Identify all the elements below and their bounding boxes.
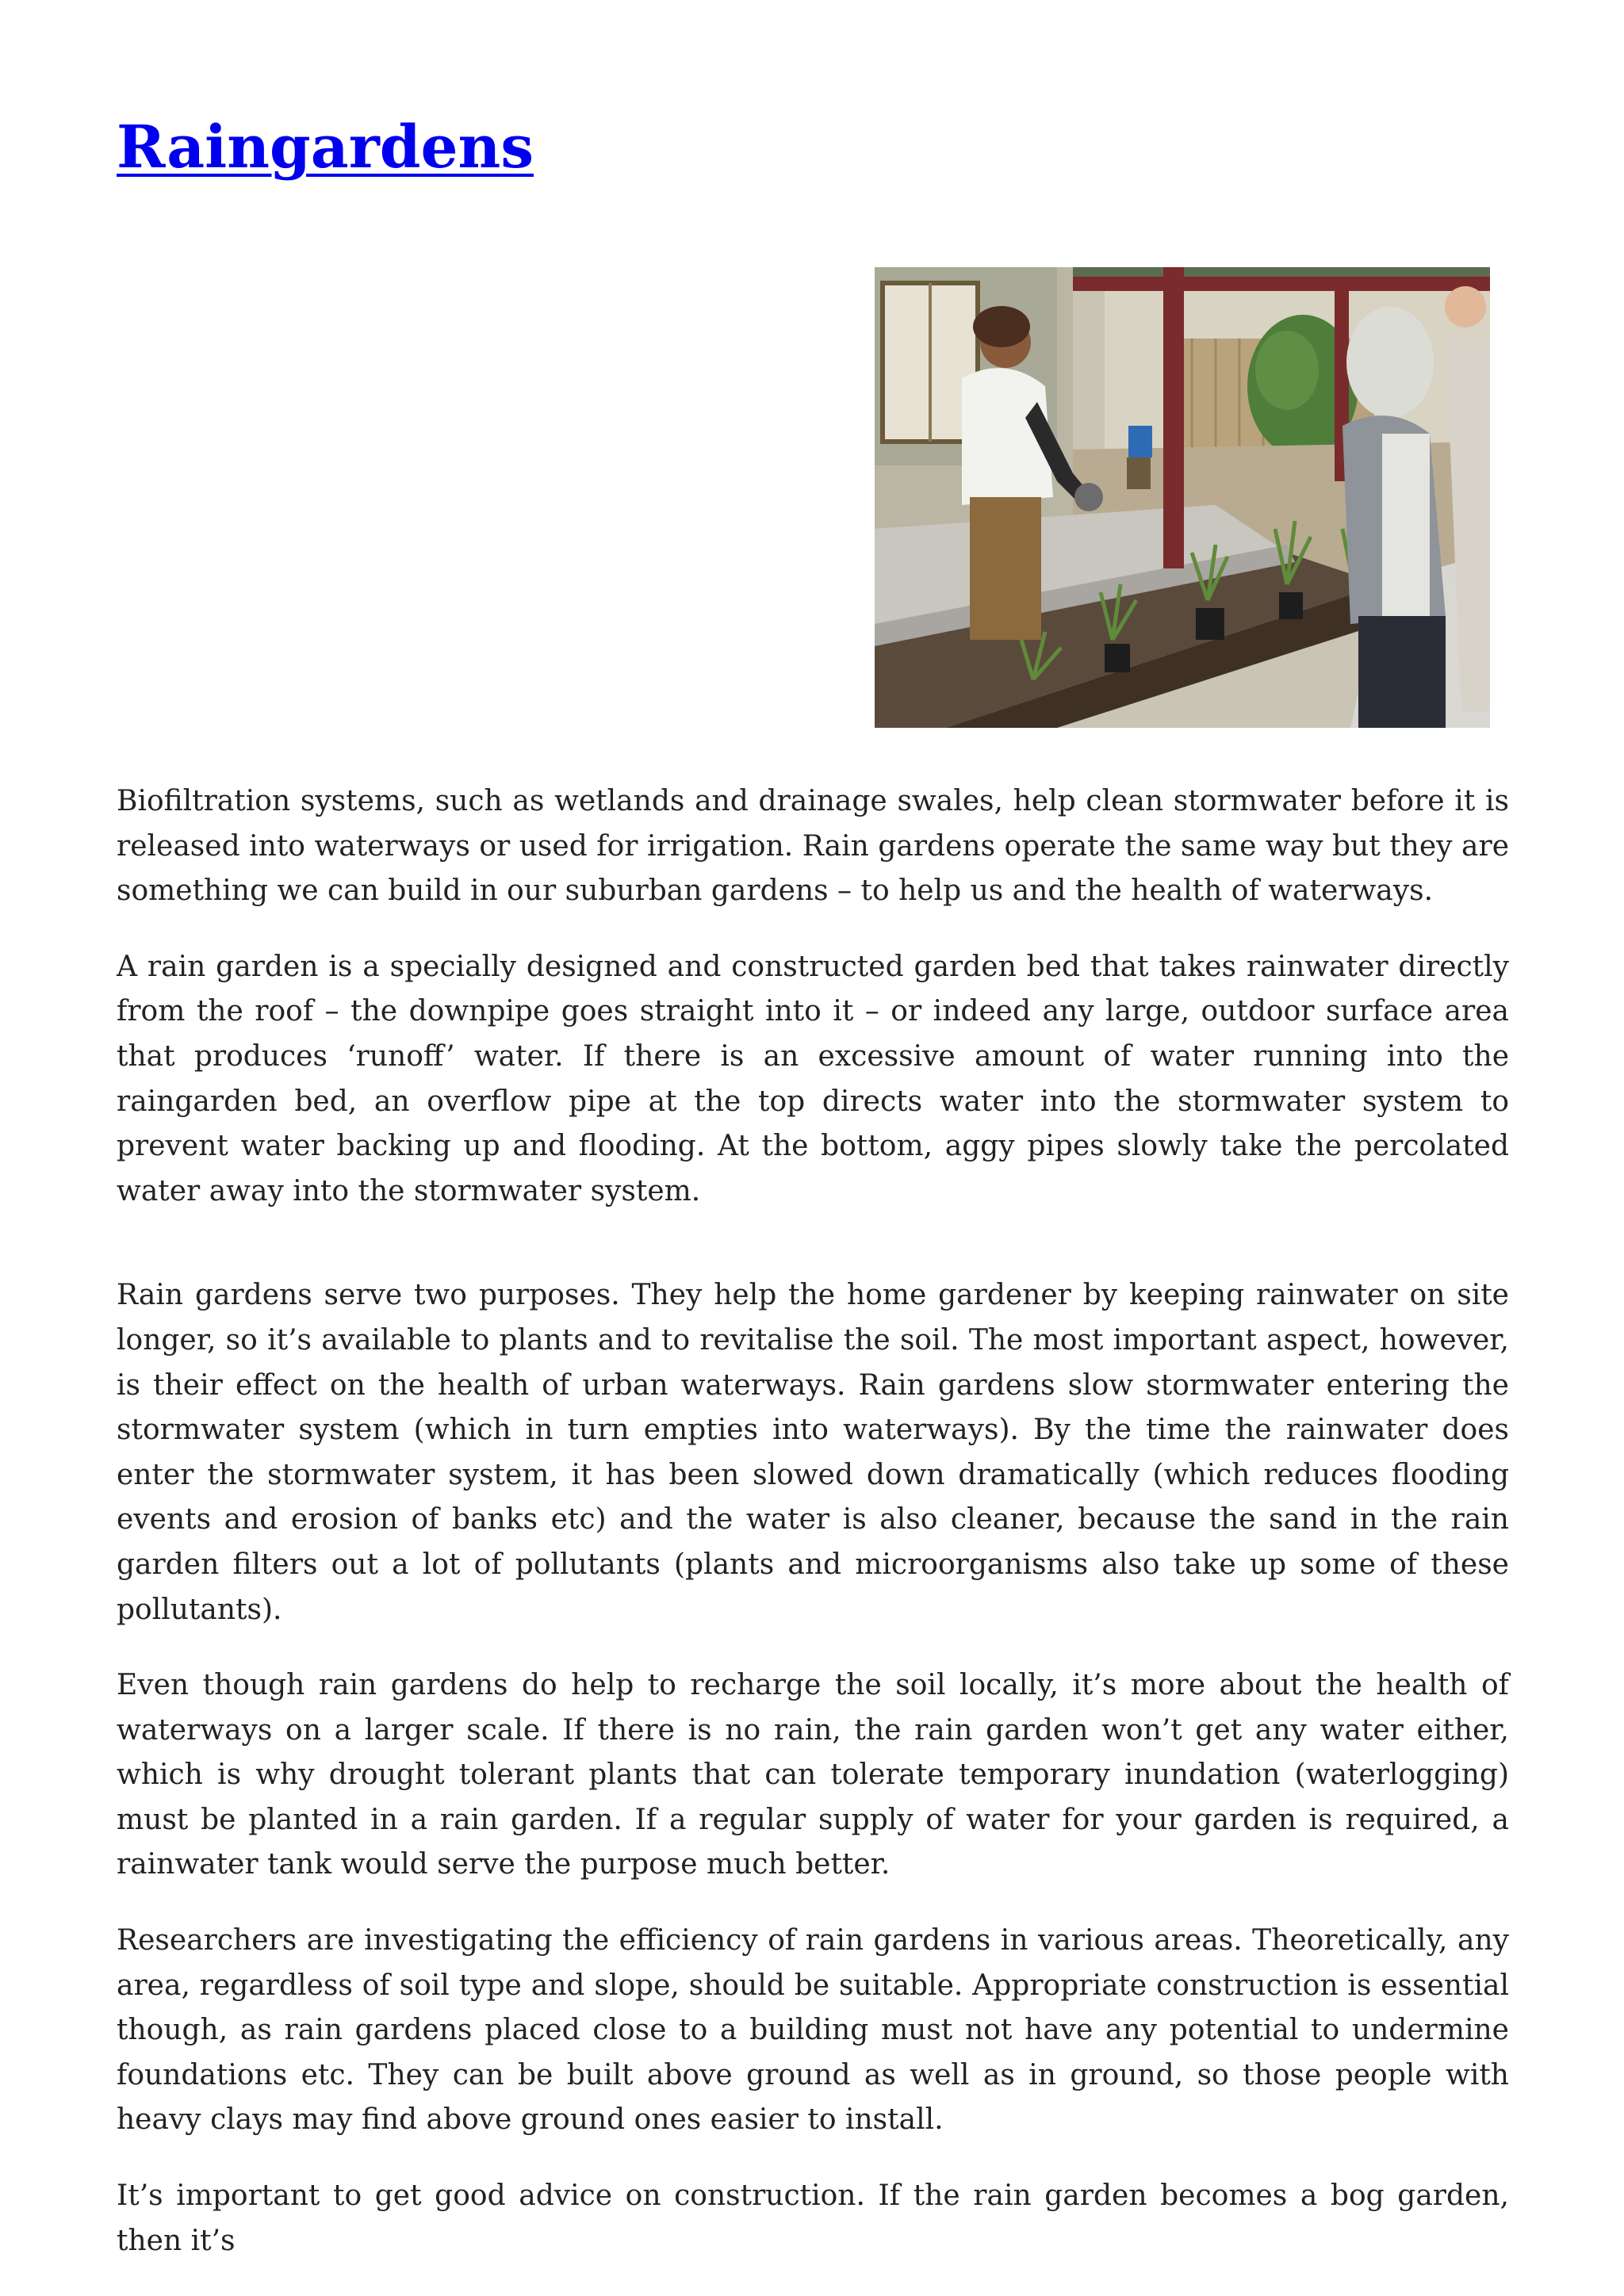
paragraph: It’s important to get good advice on construction. If the rain garden becomes a bog garden, then it’s — [117, 2179, 1509, 2257]
paragraph: Biofiltration systems, such as wetlands and drainage swales, help clean stormwater before it is released into waterways or used for irrigation. Rain gardens operate the same way but they are something we can build in our suburban gardens – to help us and the health of waterways. — [117, 785, 1509, 908]
paragraph: Researchers are investigating the efficiency of rain gardens in various areas. Theoretically, any area, regardless of soil type and slope, should be suitable. Appropriate construction is essential though, as rain gardens placed close to a building must not have any potential to undermine foundations etc. They can be built above ground as well as in ground, so those people with heavy clays may find above ground ones easier to install. — [117, 1924, 1509, 2137]
page-title — [117, 95, 1509, 200]
paragraph: Even though rain gardens do help to recharge the soil locally, it’s more about the health of waterways on a larger scale. If there is no rain, the rain garden won’t get any water either, which is why drought tolerant plants that can tolerate temporary inundation (waterlogging) must be planted in a rain garden. If a regular supply of water for your garden is required, a rainwater tank would serve the purpose much better. — [117, 1669, 1509, 1881]
photo-illustration — [875, 267, 1490, 728]
paragraph: A rain garden is a specially designed and constructed garden bed that takes rainwater directly from the roof – the downpipe goes straight into it – or indeed any large, outdoor surface area that produces ‘runoff’ water. If there is an excessive amount of water running into the raingarden bed, an overflow pipe at the top directs water into the stormwater system to prevent water backing up and flooding. At the bottom, aggy pipes slowly take the percolated water away into the stormwater system. — [117, 950, 1509, 1207]
article-body — [117, 779, 1509, 2263]
article-page — [117, 95, 1509, 2294]
paragraph: Rain gardens serve two purposes. They help the home gardener by keeping rainwater on site longer, so it’s available to plants and to revitalise the soil. The most important aspect, however, is their effect on the health of urban waterways. Rain gardens slow stormwater entering the stormwater system (which in turn empties into waterways). By the time the rainwater does enter the stormwater system, it has been slowed down dramatically (which reduces flooding events and erosion of banks etc) and the water is also cleaner, because the sand in the rain garden filters out a lot of pollutants (plants and microorganisms also take up some of these pollutants). — [117, 1279, 1509, 1626]
title-link[interactable]: Raingardens — [117, 113, 534, 182]
raingarden-photo — [875, 267, 1490, 728]
